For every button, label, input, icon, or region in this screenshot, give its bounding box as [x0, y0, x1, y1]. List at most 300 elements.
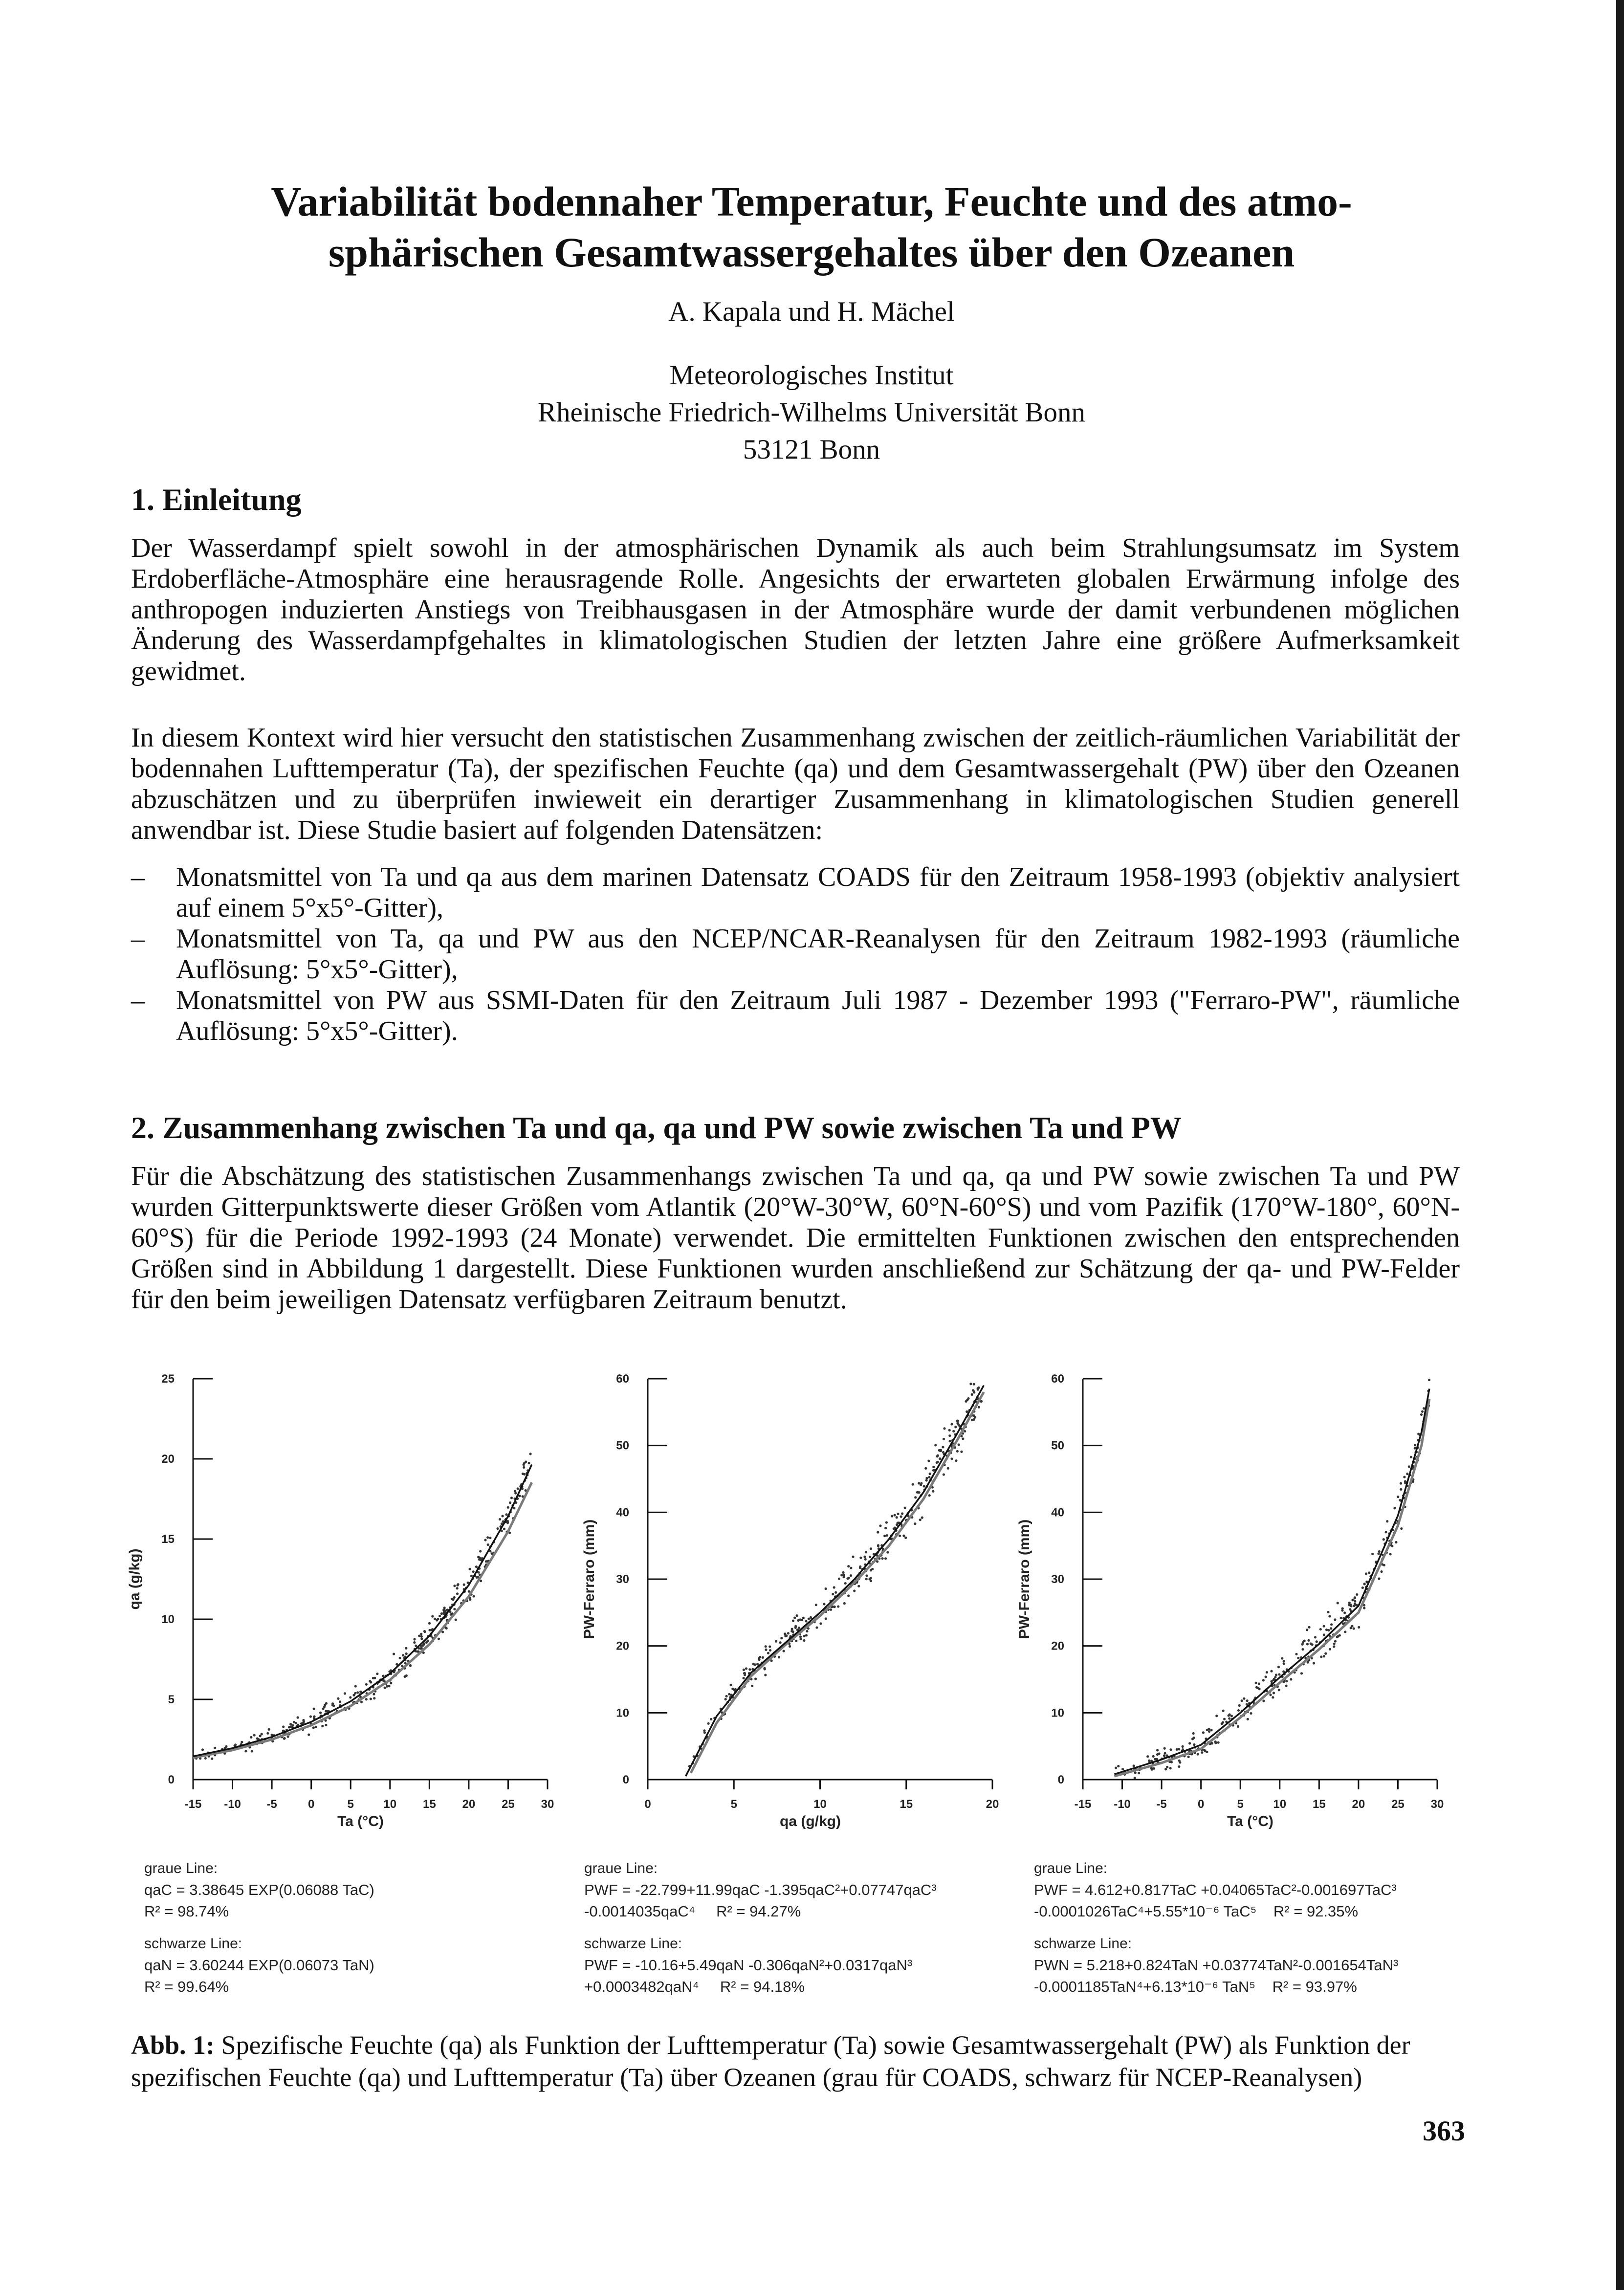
- data-point: [1361, 1586, 1364, 1589]
- data-point: [1377, 1553, 1380, 1555]
- data-point: [434, 1618, 436, 1620]
- data-point: [1340, 1617, 1342, 1619]
- data-point: [1365, 1581, 1368, 1583]
- data-point: [517, 1487, 519, 1490]
- page-number: 363: [1423, 2115, 1465, 2147]
- y-tick-label: 10: [161, 1613, 175, 1626]
- data-point: [1178, 1748, 1180, 1750]
- black-line-r2: R² = 94.18%: [720, 1978, 805, 1995]
- data-point: [1278, 1673, 1280, 1675]
- data-point: [869, 1556, 871, 1558]
- x-tick-label: -15: [1074, 1798, 1092, 1811]
- black-fit-line: [686, 1386, 984, 1777]
- data-point: [1306, 1629, 1308, 1631]
- x-tick-label: -15: [184, 1798, 202, 1811]
- data-point: [1250, 1712, 1252, 1715]
- data-point: [1371, 1553, 1374, 1555]
- data-point: [1324, 1652, 1327, 1655]
- data-point: [1397, 1496, 1399, 1498]
- data-point: [799, 1638, 802, 1640]
- data-point: [877, 1531, 879, 1534]
- data-point: [1285, 1685, 1288, 1687]
- data-point: [438, 1638, 440, 1640]
- data-point: [1255, 1686, 1258, 1689]
- data-point: [523, 1466, 525, 1469]
- section-2-heading: 2. Zusammenhang zwischen Ta und qa, qa und PW sowie zwischen Ta und PW: [131, 1110, 1182, 1145]
- data-point: [1121, 1768, 1124, 1770]
- data-point: [1301, 1648, 1304, 1651]
- data-point: [1313, 1662, 1315, 1664]
- data-point: [1307, 1639, 1310, 1642]
- data-point: [1237, 1725, 1239, 1728]
- data-point: [451, 1598, 453, 1600]
- page-edge-rule: [1616, 0, 1624, 2290]
- data-point: [487, 1543, 489, 1546]
- x-tick-label: 5: [730, 1798, 737, 1811]
- data-point: [1285, 1680, 1288, 1682]
- data-point: [767, 1652, 769, 1654]
- data-point: [962, 1437, 964, 1440]
- data-point: [1406, 1473, 1408, 1475]
- data-point: [405, 1674, 408, 1677]
- data-point: [509, 1501, 511, 1504]
- data-point: [1395, 1541, 1397, 1543]
- data-point: [954, 1426, 957, 1428]
- data-point: [840, 1574, 843, 1576]
- y-tick-label: 50: [1051, 1439, 1064, 1453]
- data-point: [848, 1577, 850, 1579]
- data-point: [1134, 1777, 1136, 1779]
- data-point: [1403, 1476, 1405, 1478]
- data-point: [707, 1722, 710, 1725]
- data-point: [1134, 1771, 1137, 1774]
- data-point: [321, 1725, 324, 1727]
- data-point: [1238, 1704, 1241, 1707]
- data-point: [373, 1697, 375, 1699]
- data-point: [523, 1463, 525, 1466]
- x-tick-label: 15: [900, 1798, 913, 1811]
- data-point: [1290, 1678, 1292, 1680]
- data-point: [1154, 1758, 1156, 1761]
- data-point: [823, 1603, 825, 1605]
- data-point: [796, 1614, 798, 1617]
- y-tick-label: 60: [1051, 1372, 1064, 1386]
- data-point: [756, 1663, 759, 1665]
- y-axis-title: qa (g/kg): [127, 1548, 143, 1610]
- section-1-heading: 1. Einleitung: [131, 482, 302, 517]
- data-point: [1169, 1767, 1172, 1769]
- data-point: [847, 1565, 850, 1567]
- data-point: [789, 1645, 791, 1648]
- section-1-paragraph-1: Der Wasserdampf spielt sowohl in der atmosphärischen Dynamik als auch beim Strahlungsumsatz im System Erdoberfläche-Atmosphäre eine herausragende Rolle. Angesichts der erwarteten globalen Erwärmung infolge des anthropogen induzierten Anstiegs von Treibhausgasen in der Atmosphäre wurde der damit verbundenen möglichen Änderung des Wasserdampfgehaltes in klimatologischen Studien der letzten Jahre eine größere Aufmerksamkeit gewidmet.: [131, 533, 1460, 686]
- data-point: [485, 1560, 487, 1563]
- data-point: [1351, 1625, 1353, 1627]
- data-point: [1378, 1550, 1381, 1553]
- data-point: [904, 1537, 907, 1539]
- data-point: [1176, 1748, 1178, 1751]
- data-point: [1283, 1660, 1285, 1662]
- x-tick-label: 20: [1352, 1798, 1365, 1811]
- list-item: [131, 924, 1460, 985]
- data-point: [489, 1537, 491, 1539]
- data-point: [843, 1574, 845, 1576]
- y-tick-label: 0: [622, 1773, 629, 1786]
- data-point: [501, 1515, 504, 1517]
- section-2-paragraph: Für die Abschätzung des statistischen Zusammenhangs zwischen Ta und qa, qa und PW sowie zwischen Ta und PW wurden Gitterpunktswerte dieser Größen vom Atlantik (20°W-30°W, 60°N-60°S) und vom Pazifik (170°W-180°, 60°N-60°S) für die Periode 1992-1993 (24 Monate) verwendet. Die ermittelten Funktionen zwischen den entsprechenden Größen sind in Abbildung 1 dargestellt. Diese Funktionen wurden anschließend zur Schätzung der qa- und PW-Felder für den beim jeweiligen Datensatz verfügbaren Zeitraum benutzt.: [131, 1161, 1460, 1315]
- data-point: [843, 1602, 846, 1605]
- data-point: [918, 1482, 920, 1484]
- x-tick-label: 0: [307, 1798, 315, 1811]
- data-point: [886, 1551, 889, 1553]
- data-point: [1384, 1531, 1387, 1533]
- data-point: [386, 1685, 388, 1688]
- data-point: [1333, 1645, 1335, 1648]
- data-point: [1193, 1743, 1195, 1746]
- data-point: [1421, 1410, 1424, 1413]
- data-point: [1417, 1432, 1420, 1435]
- y-tick-label: 30: [616, 1573, 629, 1586]
- data-point: [942, 1451, 944, 1453]
- data-point: [324, 1704, 326, 1706]
- x-tick-label: 25: [502, 1798, 515, 1811]
- data-point: [1400, 1482, 1402, 1485]
- x-axis-title: Ta (°C): [1227, 1813, 1273, 1829]
- data-point: [1262, 1679, 1265, 1681]
- affiliation-city: 53121 Bonn: [743, 434, 880, 465]
- data-point: [360, 1701, 363, 1703]
- data-point: [815, 1626, 818, 1629]
- data-point: [955, 1459, 957, 1462]
- data-point: [1222, 1710, 1225, 1712]
- data-point: [948, 1440, 951, 1442]
- data-point: [765, 1645, 767, 1648]
- data-point: [978, 1406, 980, 1409]
- data-point: [1170, 1761, 1173, 1763]
- x-tick-label: 5: [1237, 1798, 1244, 1811]
- data-point: [972, 1414, 975, 1417]
- data-point: [759, 1656, 761, 1658]
- data-point: [729, 1684, 732, 1686]
- data-point: [805, 1620, 807, 1622]
- data-point: [1428, 1379, 1430, 1381]
- paper-title: [147, 176, 1476, 278]
- x-tick-label: 15: [1312, 1798, 1326, 1811]
- data-point: [1300, 1672, 1303, 1674]
- data-point: [472, 1595, 475, 1597]
- data-point: [1210, 1729, 1212, 1731]
- data-point: [1163, 1747, 1166, 1750]
- data-point: [1217, 1741, 1220, 1744]
- data-point: [383, 1687, 386, 1689]
- data-point: [1323, 1625, 1325, 1628]
- data-point: [932, 1466, 935, 1468]
- data-point: [710, 1718, 712, 1720]
- black-line-label: schwarze Line:: [584, 1936, 682, 1952]
- data-point: [428, 1622, 431, 1625]
- x-tick-label: 30: [1430, 1798, 1444, 1811]
- data-point: [319, 1712, 322, 1714]
- data-point: [1363, 1607, 1365, 1609]
- data-point: [420, 1633, 422, 1635]
- data-point: [966, 1399, 968, 1401]
- data-point: [1337, 1602, 1339, 1604]
- data-point: [1306, 1643, 1309, 1645]
- data-point: [1334, 1618, 1336, 1621]
- grey-fit-line: [691, 1392, 984, 1773]
- caption-text: Spezifische Feuchte (qa) als Funktion der Lufttemperatur (Ta) sowie Gesamtwassergehalt (PW) als Funktion der spezifischen Feuchte (qa) und Lufttemperatur (Ta) über Ozeanen (grau für COADS, schwarz für NCEP-Reanalysen): [131, 2030, 1410, 2092]
- data-point: [1178, 1765, 1180, 1768]
- data-point: [1297, 1657, 1299, 1659]
- data-point: [1414, 1447, 1416, 1450]
- data-point: [939, 1457, 941, 1460]
- data-point: [1191, 1738, 1194, 1740]
- data-point: [349, 1696, 351, 1698]
- data-point: [241, 1741, 243, 1743]
- data-point: [1138, 1772, 1140, 1774]
- grey-line-r2: R² = 94.27%: [716, 1903, 801, 1920]
- grey-line-label: graue Line:: [584, 1860, 658, 1876]
- data-point: [896, 1523, 898, 1526]
- data-point: [929, 1473, 931, 1475]
- data-point: [1169, 1748, 1172, 1751]
- data-point: [1328, 1615, 1331, 1617]
- data-point: [339, 1700, 341, 1703]
- data-point: [453, 1596, 456, 1599]
- data-point: [1265, 1675, 1267, 1678]
- data-point: [932, 1469, 935, 1472]
- data-point: [783, 1650, 785, 1652]
- data-point: [870, 1547, 872, 1550]
- data-point: [778, 1656, 780, 1658]
- data-point: [529, 1453, 531, 1455]
- y-tick-label: 25: [161, 1372, 175, 1386]
- data-point: [409, 1664, 412, 1667]
- data-point: [1323, 1633, 1325, 1636]
- affiliation: [147, 357, 1476, 468]
- data-point: [1354, 1600, 1356, 1603]
- data-point: [428, 1629, 431, 1631]
- data-point: [1277, 1666, 1280, 1668]
- data-point: [211, 1758, 213, 1760]
- data-point: [925, 1479, 927, 1481]
- black-line-label: schwarze Line:: [144, 1936, 242, 1952]
- list-dash: –: [131, 924, 145, 954]
- data-point: [1423, 1407, 1425, 1409]
- data-point: [1153, 1767, 1155, 1770]
- data-point: [780, 1637, 783, 1639]
- data-point: [1353, 1627, 1355, 1629]
- grey-fit-line: [1114, 1399, 1429, 1776]
- data-point: [1391, 1545, 1393, 1547]
- data-point: [421, 1644, 424, 1647]
- data-point: [1316, 1640, 1318, 1643]
- data-point: [259, 1735, 261, 1737]
- affiliation-university: Rheinische Friedrich-Wilhelms Universität Bonn: [537, 397, 1086, 428]
- data-point: [921, 1517, 923, 1519]
- data-point: [784, 1632, 786, 1635]
- data-point: [201, 1748, 204, 1751]
- data-point: [1333, 1643, 1336, 1645]
- data-point: [1319, 1628, 1322, 1630]
- data-point: [1408, 1465, 1410, 1468]
- data-point: [958, 1443, 960, 1446]
- data-point: [1230, 1715, 1233, 1717]
- data-point: [1221, 1722, 1223, 1725]
- data-point: [1351, 1599, 1354, 1601]
- data-point: [834, 1591, 837, 1594]
- x-tick-label: -5: [1156, 1798, 1167, 1811]
- data-point: [1307, 1661, 1309, 1664]
- data-point: [1255, 1682, 1257, 1684]
- data-point: [969, 1383, 972, 1385]
- data-point: [902, 1535, 905, 1537]
- data-point: [863, 1556, 866, 1558]
- data-point: [250, 1736, 252, 1739]
- data-point: [751, 1685, 753, 1687]
- data-point: [940, 1449, 942, 1451]
- y-tick-label: 20: [616, 1639, 629, 1653]
- data-point: [1314, 1636, 1317, 1638]
- y-tick-label: 60: [616, 1372, 629, 1386]
- data-point: [754, 1663, 756, 1666]
- data-point: [356, 1691, 359, 1694]
- data-point: [312, 1726, 315, 1729]
- data-point: [1156, 1753, 1159, 1756]
- data-point: [1215, 1715, 1218, 1717]
- section-1-paragraph-2: In diesem Kontext wird hier versucht den statistischen Zusammenhang zwischen der zeitlich-räumlichen Variabilität der bodennahen Lufttemperatur (Ta), der spezifischen Feuchte (qa) und dem Gesamtwassergehalt (PW) über den Ozeanen abzuschätzen und zu überprüfen inwieweit ein derartiger Zusammenhang in klimatologischen Studien generell anwendbar ist. Diese Studie basiert auf folgenden Datensätzen:: [131, 723, 1460, 845]
- panel-1-equations: [144, 1858, 560, 2008]
- data-point: [928, 1494, 931, 1497]
- data-point: [956, 1420, 958, 1422]
- data-point: [499, 1518, 501, 1520]
- data-point: [764, 1674, 767, 1676]
- data-point: [779, 1641, 782, 1644]
- data-point: [834, 1606, 836, 1608]
- data-point: [456, 1587, 459, 1589]
- data-point: [864, 1558, 867, 1561]
- data-point: [1275, 1673, 1277, 1676]
- data-point: [440, 1612, 443, 1615]
- data-point: [510, 1497, 513, 1499]
- black-line-label: schwarze Line:: [1034, 1936, 1132, 1952]
- data-point: [923, 1485, 925, 1487]
- data-point: [1327, 1611, 1329, 1613]
- data-point: [769, 1649, 771, 1651]
- data-point: [1208, 1730, 1210, 1733]
- data-point: [1368, 1571, 1370, 1574]
- x-axis-title: Ta (°C): [337, 1813, 384, 1829]
- data-point: [1188, 1742, 1191, 1744]
- data-point: [1152, 1755, 1155, 1758]
- list-item-text: Monatsmittel von Ta und qa aus dem marinen Datensatz COADS für den Zeitraum 1958-1993 (objektiv analysiert auf einem 5°x5°-Gitter),: [176, 862, 1460, 923]
- data-point: [927, 1459, 930, 1462]
- data-point: [765, 1649, 767, 1651]
- data-point: [1164, 1768, 1167, 1770]
- data-point: [1269, 1694, 1272, 1696]
- data-point: [901, 1512, 903, 1515]
- data-point: [943, 1438, 945, 1440]
- data-point: [1329, 1648, 1331, 1651]
- data-point: [794, 1625, 797, 1628]
- data-point: [503, 1528, 505, 1530]
- y-axis-title: PW-Ferraro (mm): [581, 1519, 597, 1639]
- data-point: [842, 1571, 844, 1574]
- data-point: [1302, 1641, 1304, 1644]
- data-point: [947, 1467, 949, 1470]
- y-tick-label: 30: [1051, 1573, 1064, 1586]
- data-point: [850, 1574, 852, 1577]
- data-point: [1310, 1642, 1312, 1645]
- data-point: [832, 1593, 834, 1595]
- x-tick-label: 0: [1197, 1798, 1205, 1811]
- black-fit-line: [193, 1464, 532, 1756]
- panel-3-equations: [1034, 1858, 1493, 2008]
- data-point: [885, 1521, 888, 1524]
- data-point: [527, 1462, 530, 1464]
- data-point: [1223, 1718, 1226, 1720]
- y-tick-label: 5: [168, 1693, 175, 1706]
- data-point: [475, 1565, 478, 1568]
- black-line-equation: PWN = 5.218+0.824TaN +0.03774TaN²-0.001654TaN³: [1034, 1957, 1399, 1974]
- data-point: [1383, 1538, 1385, 1541]
- data-point: [1281, 1657, 1283, 1659]
- data-point: [1383, 1564, 1385, 1566]
- data-point: [833, 1586, 835, 1588]
- data-point: [743, 1669, 745, 1671]
- data-point: [1330, 1623, 1333, 1626]
- data-point: [1278, 1689, 1280, 1691]
- data-point: [372, 1677, 374, 1679]
- data-point: [315, 1726, 317, 1728]
- data-point: [937, 1454, 939, 1457]
- grey-line-label: graue Line:: [144, 1860, 218, 1876]
- data-point: [344, 1692, 346, 1695]
- data-point: [932, 1490, 934, 1493]
- data-point: [973, 1390, 975, 1393]
- data-point: [1156, 1749, 1159, 1751]
- data-point: [405, 1647, 407, 1650]
- data-point: [1258, 1682, 1260, 1685]
- data-point: [847, 1594, 850, 1597]
- data-point: [952, 1430, 955, 1432]
- black-line-r2: R² = 93.97%: [1272, 1978, 1357, 1995]
- black-fit-line: [1114, 1389, 1429, 1775]
- data-point: [877, 1545, 879, 1547]
- data-point: [865, 1578, 868, 1580]
- data-point: [936, 1461, 939, 1463]
- data-point: [282, 1725, 285, 1728]
- data-point: [283, 1738, 285, 1740]
- data-point: [331, 1702, 334, 1705]
- data-point: [268, 1728, 270, 1731]
- data-point: [1283, 1662, 1285, 1665]
- data-point: [1365, 1572, 1367, 1575]
- data-point: [894, 1514, 896, 1517]
- data-point: [808, 1618, 810, 1620]
- list-item: [131, 862, 1460, 924]
- data-point: [956, 1450, 959, 1453]
- data-point: [297, 1716, 299, 1718]
- data-point: [1400, 1488, 1402, 1491]
- data-point: [225, 1745, 227, 1748]
- data-point: [742, 1677, 745, 1679]
- data-point: [728, 1693, 730, 1695]
- data-point: [505, 1513, 507, 1516]
- data-point: [1330, 1627, 1332, 1629]
- data-point: [1270, 1670, 1273, 1673]
- data-point: [456, 1592, 459, 1595]
- data-point: [1353, 1597, 1356, 1599]
